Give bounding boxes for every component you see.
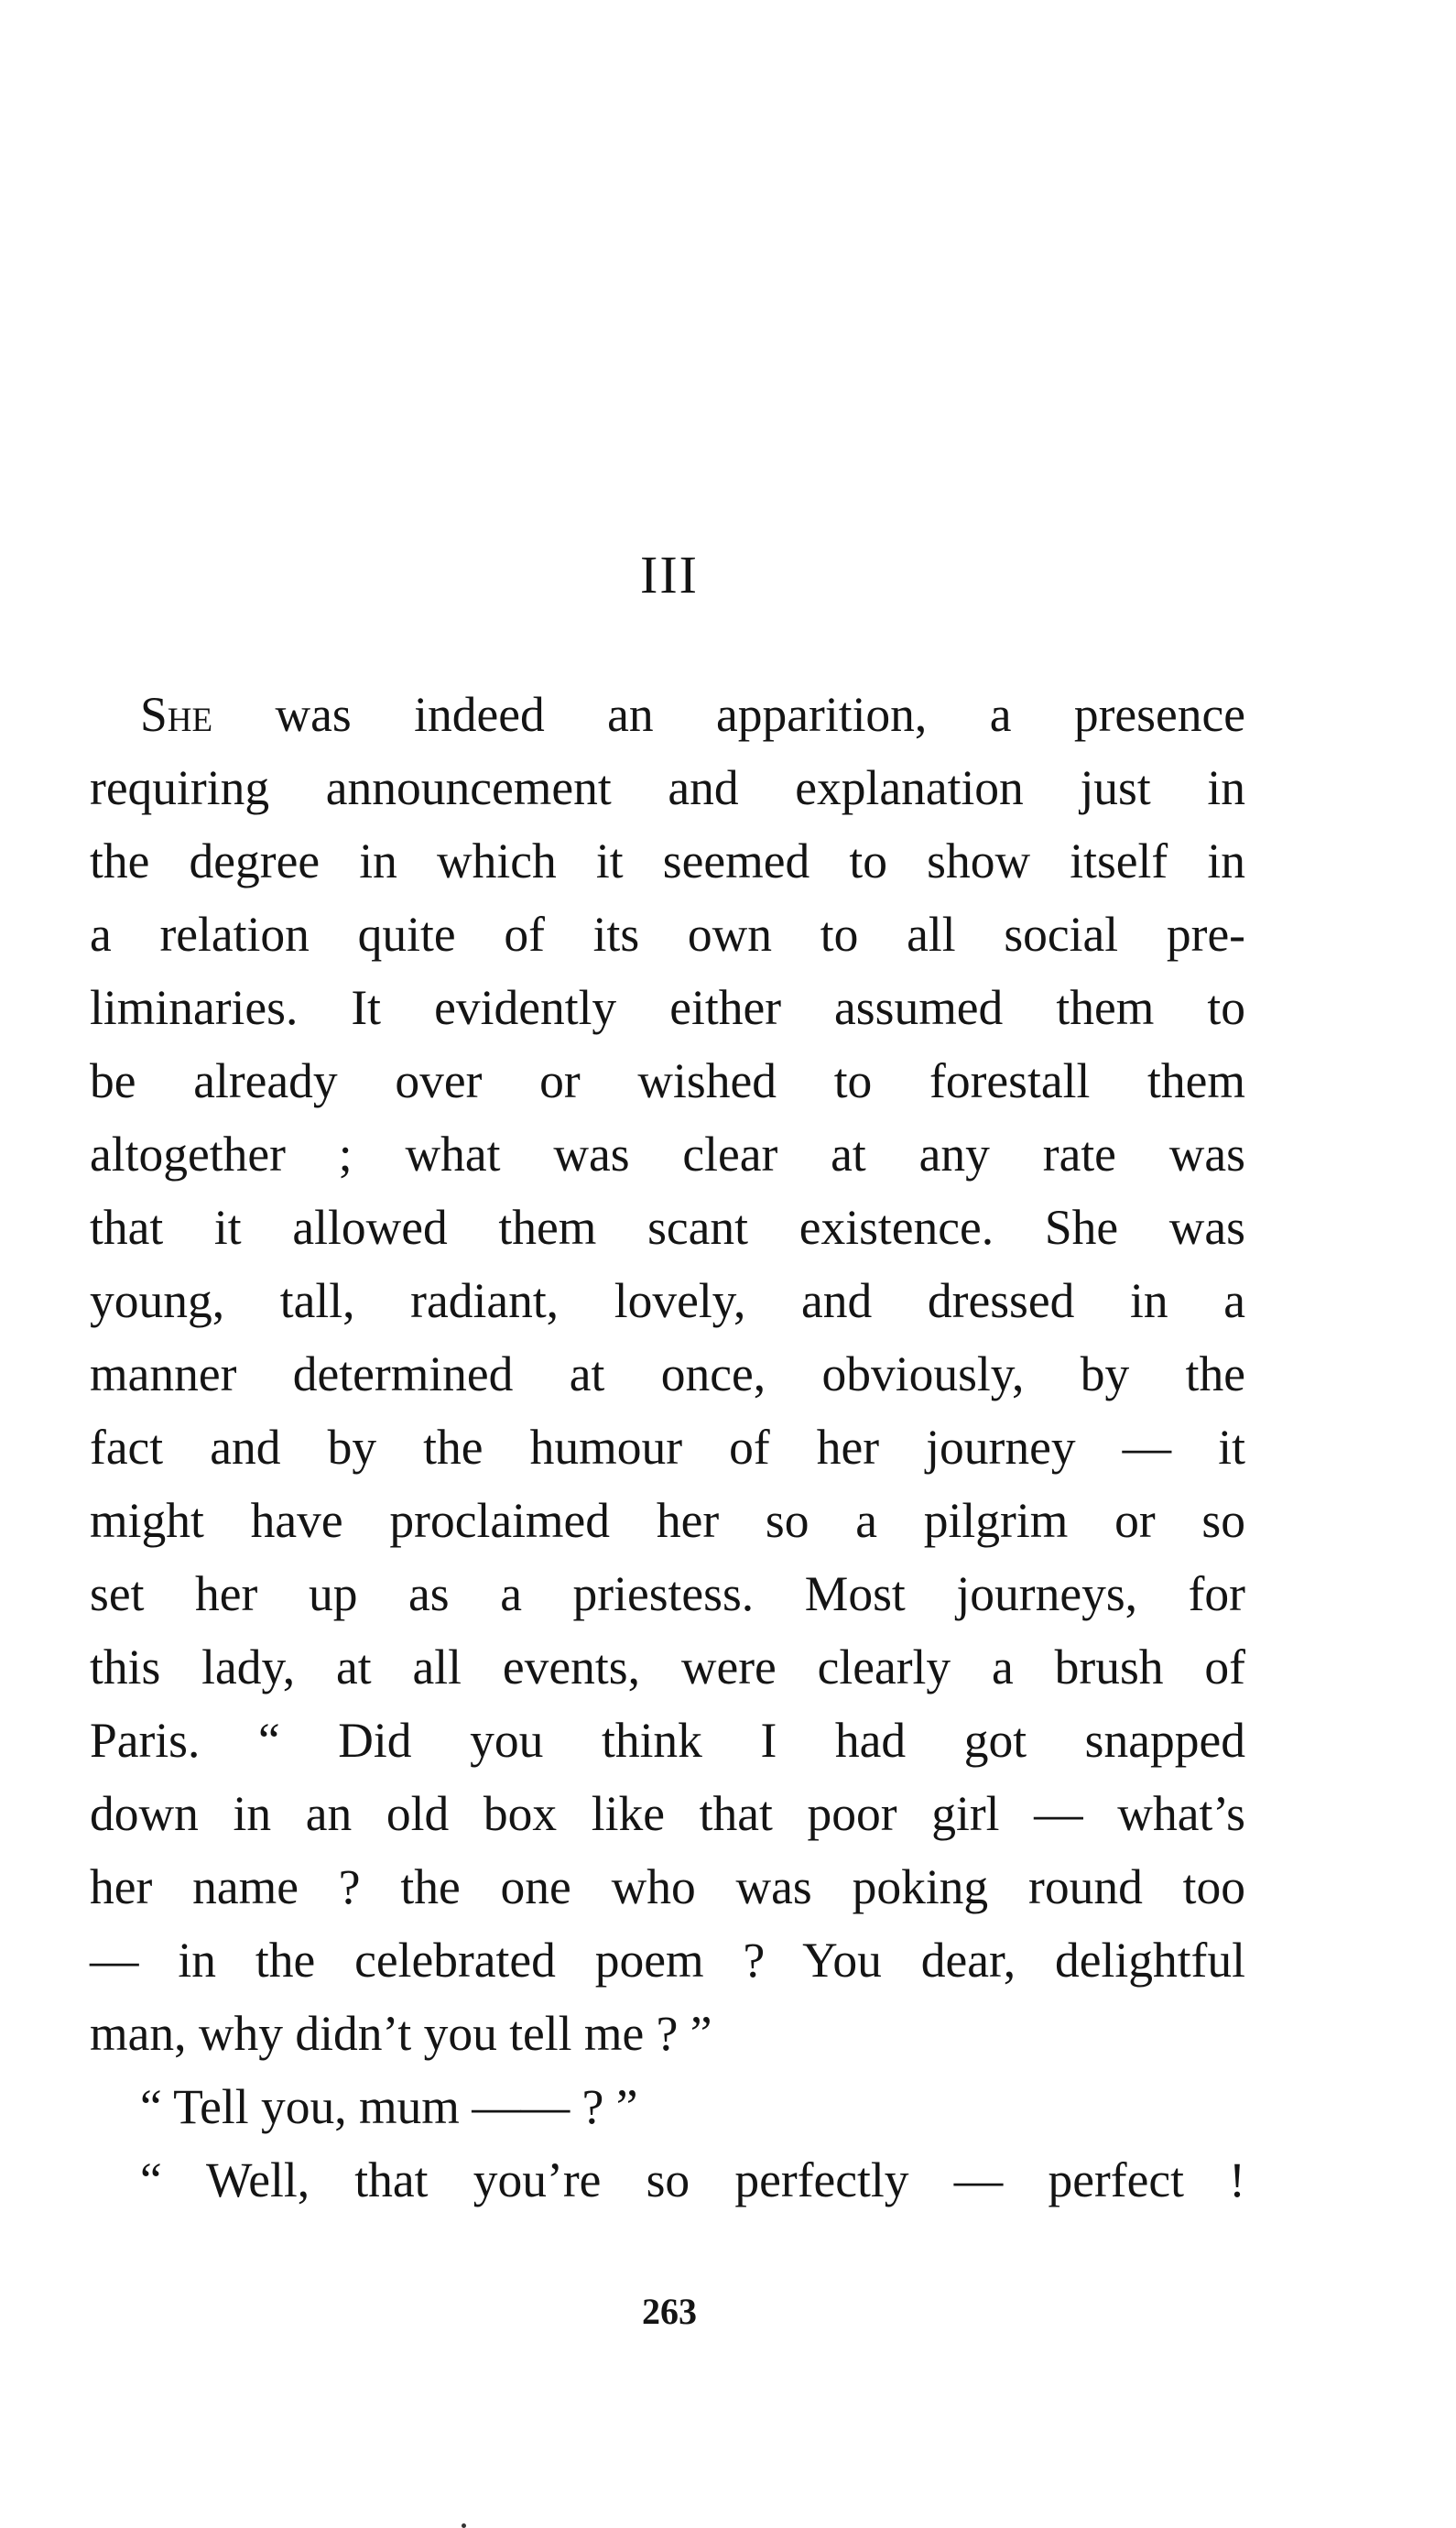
page-number: 263 — [642, 2291, 697, 2332]
text-line: down in an old box like that poor girl — what’s — [90, 1786, 1245, 1841]
paper-speck — [462, 2523, 466, 2528]
text-line-paragraph-end: man, why didn’t you tell me ? ” — [90, 2006, 712, 2061]
text-line: altogether ; what was clear at any rate was — [90, 1127, 1245, 1182]
dialogue-line: “ Tell you, mum —— ? ” — [140, 2079, 638, 2134]
text-line: fact and by the humour of her journey — it — [90, 1420, 1245, 1475]
first-line-rest: was indeed an apparition, a presence — [212, 687, 1245, 742]
opening-word: She — [140, 687, 213, 742]
text-line: might have proclaimed her so a pilgrim or so — [90, 1493, 1245, 1548]
body-text — [90, 678, 1245, 2217]
text-line: this lady, at all events, were clearly a brush of — [90, 1640, 1245, 1694]
text-line: — in the celebrated poem ? You dear, delightful — [90, 1933, 1245, 1988]
text-line: the degree in which it seemed to show itself in — [90, 834, 1245, 888]
dialogue-line: “ Well, that you’re so perfectly — perfect ! — [140, 2152, 1245, 2207]
text-line: liminaries. It evidently either assumed them to — [90, 980, 1245, 1035]
text-line: her name ? the one who was poking round too — [90, 1859, 1245, 1914]
text-line: that it allowed them scant existence. She was — [90, 1200, 1245, 1255]
chapter-heading: III — [640, 545, 699, 605]
text-line: set her up as a priestess. Most journeys, for — [90, 1566, 1245, 1621]
text-line: manner determined at once, obviously, by the — [90, 1346, 1245, 1401]
text-line: young, tall, radiant, lovely, and dressed in a — [90, 1273, 1245, 1328]
text-line: requiring announcement and explanation just in — [90, 760, 1245, 815]
text-line: a relation quite of its own to all social pre- — [90, 907, 1245, 962]
text-line: Paris. “ Did you think I had got snapped — [90, 1713, 1245, 1768]
text-line-first — [90, 678, 1245, 751]
text-line: be already over or wished to forestall them — [90, 1053, 1245, 1108]
